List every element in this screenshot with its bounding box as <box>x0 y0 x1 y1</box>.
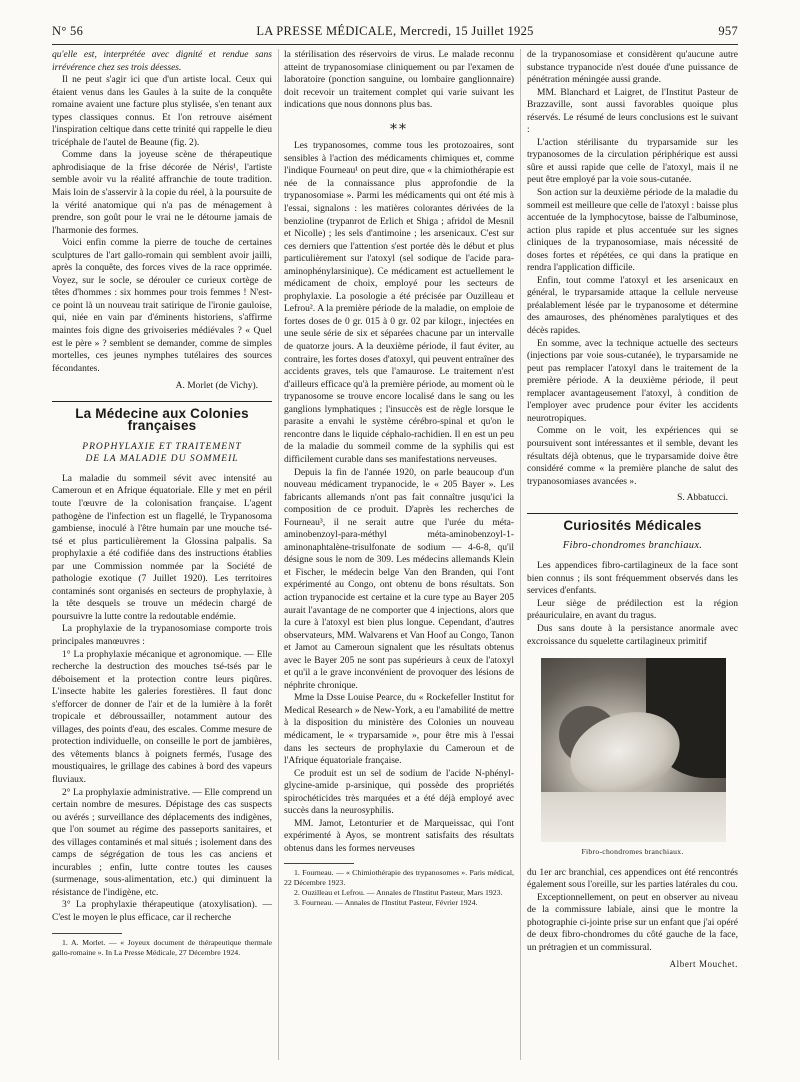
footnote: 1. Fourneau. — « Chimiothérapie des trypanosomes ». Paris médical, 22 Décembre 1923. <box>284 868 514 888</box>
column-divider <box>520 49 521 1060</box>
paragraph: Comme dans la joyeuse scène de thérapeutique aphrodisiaque de la frise décorée de Néris¹, l'artiste semble avoir vu la réalité affranchie de toute tradition. Mais loin de s'asservir à la copie du réel, à la poursuite de la vérité anatomique qui n'a pas de ménagement à prendre, son goût pour le vrai ne le détourne jamais de l'harmonie des formes. <box>52 150 272 236</box>
signature: S. Abbatucci. <box>677 493 728 504</box>
paragraph: 3° La prophylaxie thérapeutique (atoxylisation). — C'est le moyen le plus efficace, car il recherche <box>52 900 272 923</box>
page-header <box>52 24 738 42</box>
paragraph: 2° La prophylaxie administrative. — Elle comprend un certain nombre de mesures. Dépistage des cas suspects ou avérés ; surveillance des déplacements des indigènes, que l'on soumet au régime des passeports sanitaires, et des villages contaminés et mal situés ; isolement dans des camps de ségrégation de tous les cas anciens et incurables ; enfin, lutte contre toutes les causes (surmenage, sous-alimentation, etc.) qui diminuent la résistance de l'indigène, etc. <box>52 787 272 898</box>
column-middle <box>284 49 514 908</box>
photo-cloth-shape <box>541 792 726 842</box>
paragraph: Son action sur la deuxième période de la maladie du sommeil est meilleure que celle de l'atoxyl : baisse plus accentuée de la lymphocytose, baisse de l'albuminose, action plus rapide et plus accentuée sur les signes cliniques de la trypanosomiase, mais nécessité de doses fortes et répétées, ce qui dans la pratique en rendra l'application difficile. <box>527 188 738 274</box>
footnote: 3. Fourneau. — Annales de l'Institut Pasteur, Février 1924. <box>294 898 478 908</box>
paragraph: 1° La prophylaxie mécanique et agronomique. — Elle recherche la destruction des mouches tsé-tsés par le déboisement et la protection contre leurs piqûres. L'insecte habite les galeries forestières. Il faut donc s'efforcer de donner de l'air et de la lumière à la forêt tropicale et débroussailler, notamment autour des villages, des points d'eau, des escales. Comme mesure de protection individuelle, on conseille le port de jambières, des vêtements blancs à poignets fermés, l'usage des moustiquaires, le grillage des cabines à bord des vapeurs fluviaux. <box>52 649 272 785</box>
masthead: LA PRESSE MÉDICALE, Mercredi, 15 Juillet 1925 <box>256 24 534 38</box>
footnote-rule <box>284 863 354 864</box>
section-rule <box>52 401 272 402</box>
column-right <box>527 49 738 971</box>
column-divider <box>278 49 279 1060</box>
paragraph: Il ne peut s'agir ici que d'un artiste local. Ceux qui étaient venus dans les Gaules à la suite de la conquête romaine avaient une facture plus stylisée, s'en tenant aux types classiques connus. Et l'on retrouve aisément l'inspiration celtique dans cette trinité qui rappelle le dieu tricéphale de l'autel de Beaune (fig. 2). <box>52 75 272 148</box>
section-rule <box>527 513 738 514</box>
section-title: La Médecine aux Colonies françaises <box>75 405 249 434</box>
paragraph: qu'elle est, interprétée avec dignité et rendue sans irrévérence chez ses trois déesses. <box>52 50 272 73</box>
subtitle-line: PROPHYLAXIE ET TRAITEMENT <box>82 441 242 452</box>
paragraph: Les appendices fibro-cartilagineux de la face sont bien connus ; ils sont fréquemment observés dans les services d'enfants. <box>527 561 738 597</box>
paragraph: L'action stérilisante du tryparsamide sur les trypanosomes de la circulation périphérique est aussi sûre et aussi rapide que celle de l'atoxyl, mais il ne peut être employé par la voie sous-cutanée. <box>527 137 738 186</box>
issue-number: N° 56 <box>52 24 84 38</box>
paragraph: la stérilisation des réservoirs de virus. Le malade reconnu atteint de trypanosomiase cliniquement ou par l'examen de laboratoire (ponction sanguine, ou lombaire ganglionnaire) doit recevoir un traitement complet qui varie suivant les indications que nous donnons plus bas. <box>284 50 514 111</box>
paragraph: La prophylaxie de la trypanosomiase comporte trois principales manœuvres : <box>52 624 272 647</box>
header-rule <box>52 44 738 45</box>
paragraph: de la trypanosomiase et considèrent qu'aucune autre substance trypanocide n'est douée d'une puissance de pénétration méningée aussi grande. <box>527 50 738 86</box>
author-signature: Albert Mouchet. <box>669 959 738 970</box>
page-number: 957 <box>718 24 738 38</box>
paragraph: Enfin, tout comme l'atoxyl et les arsenicaux en général, le tryparsamide attaque la cellule nerveuse préalablement lésée par le trypanosome et détermine des amauroses, des phénomènes paralytiques et des décès rapides. <box>527 275 738 337</box>
paragraph: En somme, avec la technique actuelle des secteurs (injections par voie sous-cutanée), le tryparsamide ne peut pas remplacer l'atoxyl dans le traitement de la première période. A la deuxième période, il peut remplacer avantageusement l'atoxyl, à condition de l'employer avec prudence pour éviter les accidents neurotropiques. <box>527 338 738 424</box>
paragraph: MM. Jamot, Letonturier et de Marqueissac, qui l'ont expérimenté à Ayos, se montrent satisfaits des résultats obtenus dans les formes nerveuses <box>284 818 514 854</box>
section-break-asterisks: ⁎⁎ <box>390 117 408 133</box>
paragraph: Voici enfin comme la pierre de touche de certaines sculptures de l'art gallo-romain qui semblent avoir jailli, après la conquête, des forces vives de la race opprimée. Voyez, sur le socle, se dérouler ce curieux cortège de têtes d'hommes : six hommes pour trois femmes ! N'est-ce point là un nouveau trait satirique de l'ironie gauloise, qui, niée en vain par d'éminents historiens, s'affirme maintes fois digne des grivoiseries médiévales ? « Quel est le père » ? semblent se demander, comme de simples mortelles, ces jeunes nymphes tutélaires des sources fécondantes. <box>52 238 272 374</box>
photo-caption: Fibro-chondromes branchiaux. <box>581 847 684 857</box>
paragraph: La maladie du sommeil sévit avec intensité au Cameroun et en Afrique équatoriale. Elle y met en péril toute l'œuvre de la colonisation française. L'agent pathogène de l'infection est un flagellé, le Trypanosoma gambiense, inoculé à l'être humain par une mouche tsé-tsé et plus particulièrement la Glossina palpalis. Sa prophylaxie a été codifiée dans des instructions établies par une Commission nommée par la Société de pathologie exotique (7 Juillet 1920). Les territoires contaminés sont organisés en secteurs de prophylaxie, à la tête desquels se trouve un médecin chargé de poursuivre la lutte contre la redoutable endémie. <box>52 473 272 622</box>
footnote-rule <box>52 933 122 934</box>
patient-photograph <box>541 658 726 842</box>
paragraph: Dus sans doute à la persistance anormale avec excroissance du squelette cartilagineux primitif <box>527 623 738 647</box>
paragraph: Mme la Dsse Louise Pearce, du « Rockefeller Institut for Medical Research » de New-York, a eu l'amabilité de mettre à la disposition du ministère des Colonies un nouveau médicament, le « tryparsamide », pour être mis à l'essai dans les secteurs de prophylaxie du Cameroun et de l'Afrique équatoriale française. <box>284 693 514 767</box>
paragraph: Comme on le voit, les expériences qui se poursuivent sont intéressantes et il semble, devant les résultats déjà obtenus, que le tryparsamide doive être considéré comme « la première planche de salut des trypanosomiases avancées ». <box>527 426 738 487</box>
section-title: Curiosités Médicales <box>563 517 702 533</box>
paragraph: du 1er arc branchial, ces appendices ont été rencontrés également sous l'oreille, sur les parties latérales du cou. <box>527 867 738 891</box>
article-subtitle <box>52 441 272 465</box>
paragraph: Exceptionnellement, on peut en observer au niveau de la commissure labiale, ainsi que le montre la photographie ci-jointe prise sur un enfant que j'ai opéré de deux fibro-chondromes du côté gauche de la face, un prétragien et un commissural. <box>527 892 738 953</box>
paragraph: Ce produit est un sel de sodium de l'acide N-phényl-glycine-amide p-arsinique, qui possède des propriétés spirochéticides très marquées et a été déjà employé avec succès dans la neurosyphilis. <box>284 768 514 817</box>
paragraph: MM. Blanchard et Laigret, de l'Institut Pasteur de Brazzaville, sont aussi favorables quoique plus réservés. Le résumé de leurs conclusions est le suivant : <box>527 87 738 136</box>
footnote: 1. A. Morlet. — « Joyeux document de thérapeutique thermale gallo-romaine ». In La Presse Médicale, 27 Décembre 1924. <box>52 937 272 957</box>
article-subtitle: Fibro-chondromes branchiaux. <box>562 540 703 552</box>
paragraph: Depuis la fin de l'année 1920, on parle beaucoup d'un nouveau médicament trypanocide, le « 205 Bayer ». Les fabricants allemands n'ont pas fait connaître jusqu'ici la composition de ce produit. D'après les recherches de Fourneau³, il ne serait autre que l'urée du méta-aminobenzoyl-para-méthyl méta-aminobenzoyl-1-aminonaphtalène-trisulfonate de sodium — 4-6-8, qu'il désigne sous le nom de 309. Les médecins allemands Klein et Fischer, le médecin belge Van den Branden, qui l'ont expérimenté au Congo, ont obtenu de bons résultats. Son action trypanocide est certaine et la cure type au Bayer 205 aurait l'avantage de ne comporter que 4 injections, alors que la cure à l'atoxyl est bien plus longue. Cependant, d'autres observateurs, MM. Walvarens et Van Hoof au Congo, Tanon et Jamot au Cameroun signalent que les résultats obtenus avec le Bayer 205 ne sont pas supérieurs à ceux de l'atoxyl et qu'il a le grave inconvénient de provoquer des lésions de néphrite chronique. <box>284 467 514 691</box>
footnote: 2. Ouzilleau et Lefrou. — Annales de l'Institut Pasteur, Mars 1923. <box>294 888 503 898</box>
subtitle-line: DE LA MALADIE DU SOMMEIL <box>85 453 239 464</box>
column-left <box>52 49 272 958</box>
signature: A. Morlet (de Vichy). <box>175 381 258 392</box>
paragraph: Les trypanosomes, comme tous les protozoaires, sont sensibles à l'action des médicaments chimiques et, comme l'indique Fourneau¹ on peut dire, que « la chimiothérapie est née de la connaissance plus approfondie de la trypanosomiase ». Parmi les médicaments qui ont été mis à l'essai, signalons : les matières colorantes dérivées de la benzioline (trypanrot de Erlich et Shiga ; afridol de Mesnil et Nicolle) ; les sels d'antimoine ; les arsenicaux. C'est sur ces derniers que l'attention s'est portée dès le début et plus particulièrement sur l'atoxyl (sel sodique de l'acide para-aminophénylarsinique). Ce médicament est actuellement le médicament de choix, employé pour les secteurs de prophylaxie. La posologie a été précisée par Ouzilleau et Lefrou². A la première période de la maladie, on emploie de fortes doses de 0 gr. 015 à 0 gr. 02 par kilogr., injectées en une seule série de six et séparées chacune par un intervalle de quatorze jours. A la deuxième période, il faut éviter, au contraire, les fortes doses d'atoxyl, qui peuvent entraîner des accidents graves, tels que l'amaurose. Le traitement n'est d'ailleurs efficace qu'à la première période, au moment où le trypanosome se trouve encore localisé dans le sang ou les ganglions lymphatiques ; l'insuccès est de règle lorsque le parasite a envahi le système cérébro-spinal et qu'on le rencontre dans le liquide céphalo-rachidien. Il en est un peu de la maladie du sommeil comme de la syphilis qui est difficilement curable dans ses manifestations nerveuses. <box>284 141 514 465</box>
paragraph: Leur siège de prédilection est la région préauriculaire, en avant du tragus. <box>527 598 738 622</box>
